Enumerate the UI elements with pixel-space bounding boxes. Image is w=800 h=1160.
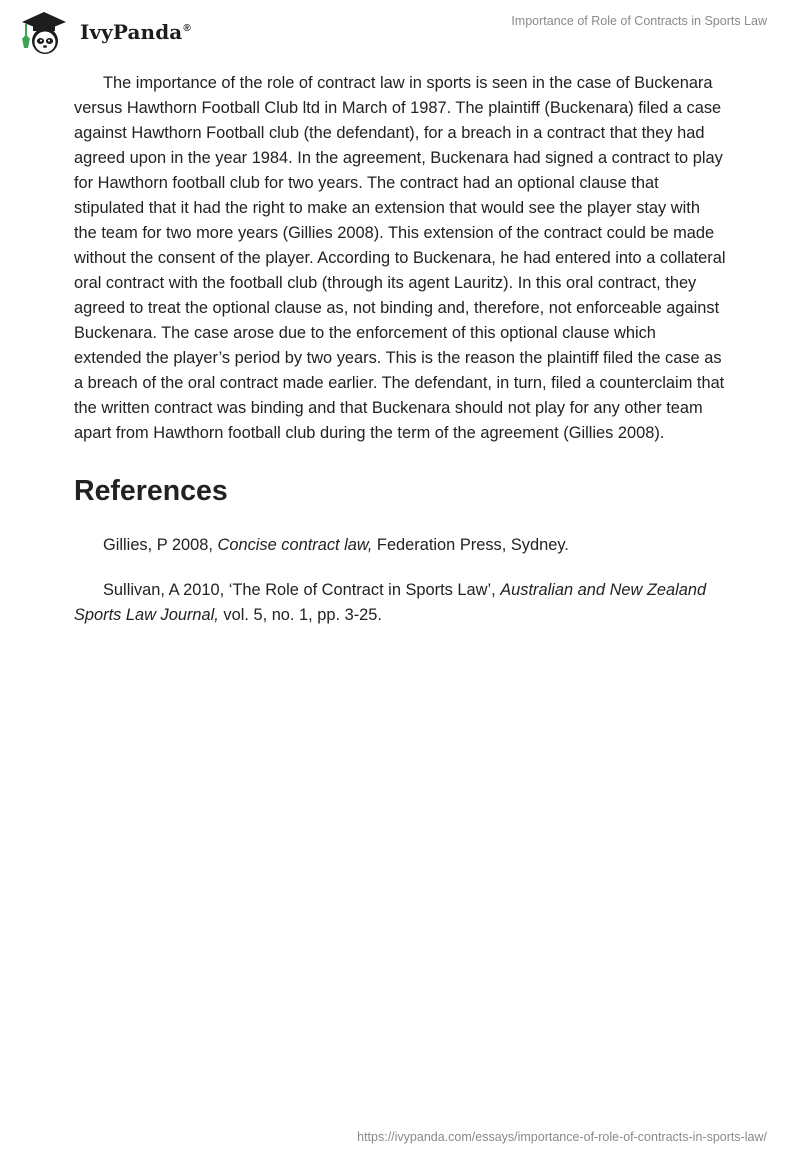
panda-graduation-cap-icon [14, 8, 74, 56]
ivypanda-logo[interactable] [14, 8, 191, 56]
reference-item [74, 533, 726, 558]
essay-content [74, 71, 726, 628]
body-paragraph: The importance of the role of contract law in sports is seen in the case of Buckenara versus Hawthorn Football Club ltd in March of 1987. The plaintiff (Buckenara) filed a case against Hawthorn Football club (the defendant), for a breach in a contract that they had agreed upon in the year 1984. In the agreement, Buckenara had signed a contract to play for Hawthorn football club for two years. The contract had an optional clause that stipulated that it had the right to make an extension that would see the player stay with the team for two more years (Gillies 2008). This extension of the contract could be made without the consent of the player. According to Buckenara, he had entered into a collateral oral contract with the football club (through its agent Lauritz). In this oral contract, they agreed to treat the optional clause as, not binding and, therefore, not enforceable against Buckenara. The case arose due to the enforcement of this optional clause which extended the player’s period by two years. This is the reason the plaintiff filed the case as a breach of the oral contract made earlier. The defendant, in turn, filed a counterclaim that the written contract was binding and that Buckenara should not play for any other team apart from Hawthorn football club during the term of the agreement (Gillies 2008). [74, 74, 726, 442]
reference-text: Federation Press, Sydney. [372, 536, 569, 554]
reference-text: Gillies, P 2008, [103, 536, 218, 554]
references-heading: References [74, 475, 228, 507]
reference-item [74, 578, 726, 628]
footer-url-link[interactable]: https://ivypanda.com/essays/importance-of-role-of-contracts-in-sports-law/ [357, 1130, 767, 1144]
logo-text: IvyPanda® [80, 20, 191, 44]
reference-title: Concise contract law, [217, 536, 373, 554]
page-header [0, 0, 800, 60]
reference-text: vol. 5, no. 1, pp. 3-25. [218, 606, 382, 624]
registered-mark: ® [183, 23, 191, 35]
reference-title: Australian and New Zealand Sports Law Journal, [74, 581, 707, 624]
document-title: Importance of Role of Contracts in Sports Law [511, 14, 767, 28]
reference-text: Sullivan, A 2010, ‘The Role of Contract in Sports Law’, [103, 581, 501, 599]
